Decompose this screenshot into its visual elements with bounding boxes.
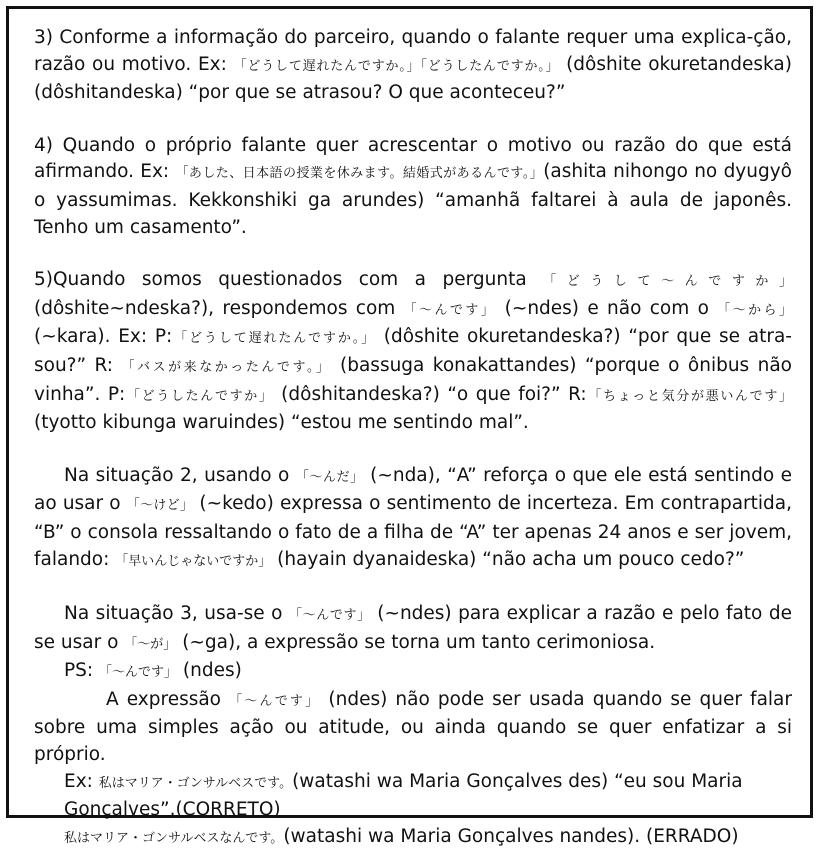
japanese-text: 「〜んです」 <box>403 302 497 318</box>
text: (dôshite okuretandeska?) “por que se atra-sou?” R: <box>34 326 792 376</box>
text: A expressão <box>106 688 230 710</box>
japanese-text: 「どうして遅れたんですか。」 <box>172 331 377 347</box>
item-4 <box>34 133 792 241</box>
japanese-text: 「どうして〜んですか」 <box>543 274 792 290</box>
text: (~ndes) para explicar a razão e pelo fato de se usar o <box>34 603 792 653</box>
example-wrong <box>34 824 792 852</box>
japanese-text: 「〜から」 <box>717 302 792 318</box>
japanese-text: 「あした、日本語の授業を休みます。結婚式があるんです。」 <box>175 166 544 182</box>
item-3 <box>34 25 792 107</box>
text: 4) Quando o próprio falante quer acrescentar o motivo ou razão do que está afirmando. Ex: <box>34 134 792 183</box>
japanese-text: 「早いんじゃないですか」 <box>115 553 272 569</box>
japanese-text: 「〜が」 <box>124 636 177 652</box>
text: PS: <box>64 660 100 682</box>
japanese-text: 「〜んです」 <box>229 693 321 709</box>
text: 3) Conforme a informação do parceiro, quando o falante requer uma explica-ção, razão ou motivo. Ex: <box>34 27 792 75</box>
text: (hayain dyanaideska) “não acha um pouco cedo?” <box>271 548 745 570</box>
ps-note <box>34 658 792 687</box>
text: (ndes) <box>177 660 242 682</box>
text: (~ga), a expressão se torna um tanto cerimoniosa. <box>176 631 656 653</box>
japanese-text: 「どうしたんですか」 <box>125 388 274 404</box>
page-frame <box>6 6 813 847</box>
japanese-text: 「〜んです」 <box>288 608 371 624</box>
text: (~nda), “A” reforça o que ele está sentindo e ao usar o <box>34 464 792 515</box>
japanese-text: 「バスが来なかったんです。」 <box>121 359 332 375</box>
text: (watashi wa Maria Gonçalves nandes). (ERRADO) <box>283 825 739 847</box>
text: (tyotto kibunga waruindes) “estou me sentindo mal”. <box>34 412 529 434</box>
text: (ashita nihongo no dyugyô o yassumimas. Kekkonshiki ga arundes) “amanhã faltarei à aula de japonês. Tenho um casamento”. <box>34 161 792 238</box>
text: (bassuga konakattandes) “porque o ônibus não vinha”. P: <box>34 354 792 405</box>
text: (~kara). Ex: P: <box>34 326 173 348</box>
text: (dôshitandeska?) “o que foi?” R: <box>273 383 587 405</box>
situacao-3 <box>34 601 792 658</box>
text: (~kedo) expressa o sentimento de incerteza. Em contrapartida, “B” o consola ressaltando o fato de a filha de “A” ter apenas 24 anos e ser jovem, falando: <box>34 493 792 570</box>
text: (watashi wa Maria Gonçalves des) “eu sou Maria Gonçalves”.(CORRETO) <box>64 770 743 821</box>
text: (dôshite okuretandeska) (dôshitandeska) “por que se atrasou? O que aconteceu?” <box>34 53 792 104</box>
situacao-2 <box>34 463 792 575</box>
text: Na situação 2, usando o <box>64 464 296 486</box>
japanese-text: 「〜けど」 <box>126 498 194 514</box>
text: Ex: <box>64 770 99 792</box>
ps-explanation <box>34 687 792 769</box>
text: (dôshite~ndeska?), respondemos com <box>34 297 404 319</box>
japanese-text: 私はマリア・ゴンサルベスです。 <box>98 775 293 791</box>
text: (~ndes) e não com o <box>496 297 718 319</box>
item-5 <box>34 267 792 437</box>
japanese-text: 「〜んだ」 <box>295 469 364 485</box>
japanese-text: 「ちょっと気分が悪いんです」 <box>586 388 792 404</box>
text: (ndes) não pode ser usada quando se quer falar sobre uma simples ação ou atitude, ou ainda quando se quer enfatizar a si próprio. <box>34 688 792 766</box>
japanese-text: 「どうして遅れたんですか。」「どうしたんですか。」 <box>233 58 560 74</box>
document-body <box>34 25 792 852</box>
japanese-text: 「〜んです」 <box>99 665 178 681</box>
text: 5)Quando somos questionados com a pergunta <box>34 269 544 291</box>
example-correct <box>34 769 792 824</box>
text: Na situação 3, usa-se o <box>64 603 289 625</box>
japanese-text: 私はマリア・ゴンサルベスなんです。 <box>64 830 284 846</box>
